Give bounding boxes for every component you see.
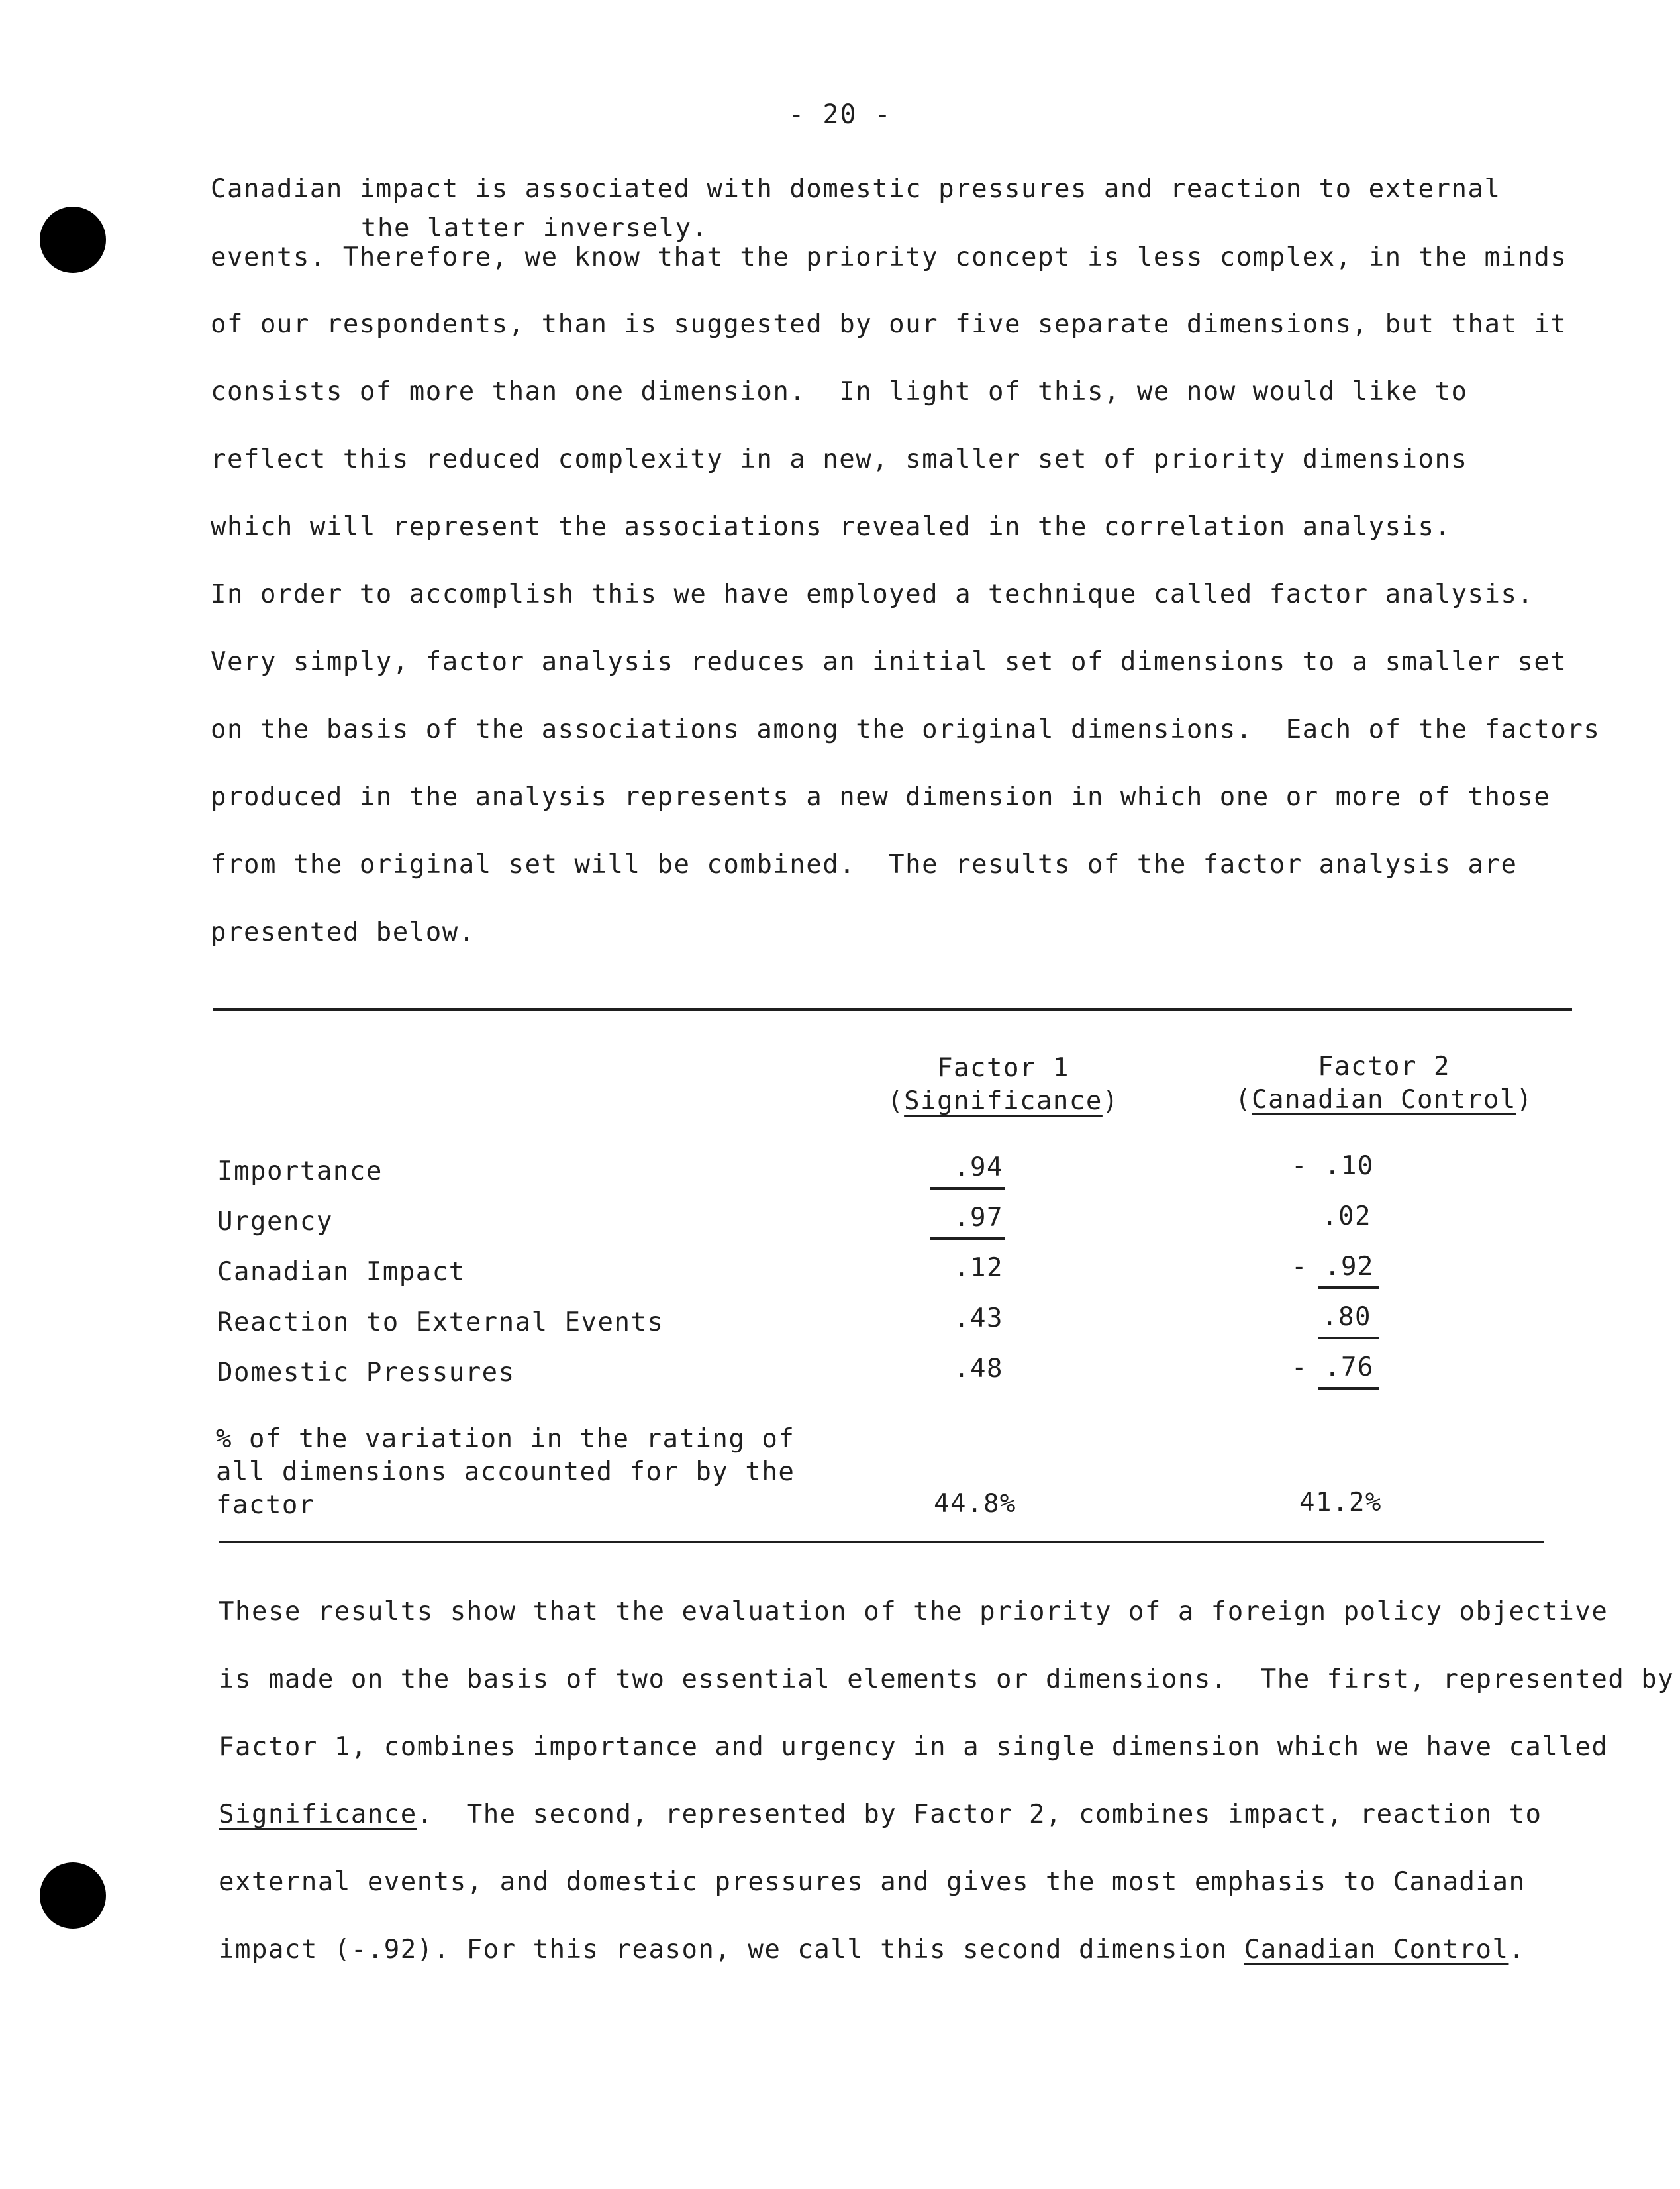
- significance-period: .: [417, 1800, 434, 1829]
- factor2-value: - .10: [1291, 1151, 1374, 1181]
- table-top-rule: [213, 1008, 1572, 1011]
- factor2-value: .80: [1322, 1302, 1371, 1332]
- paragraph1-line: of our respondents, than is suggested by our five separate dimensions, but that it: [211, 309, 1567, 339]
- factor2-subheader: (Canadian Control): [1235, 1085, 1533, 1115]
- factor1-header: Factor 1: [937, 1053, 1069, 1083]
- table-row-label: Domestic Pressures: [217, 1358, 515, 1388]
- final-period: .: [1508, 1935, 1526, 1964]
- value-underline: [1318, 1286, 1379, 1289]
- factor2-value: .02: [1322, 1201, 1371, 1231]
- page-number: - 20 -: [788, 99, 892, 130]
- paragraph2-line: is made on the basis of two essential elements or dimensions. The first, represented by: [219, 1664, 1675, 1694]
- table-row-label: Importance: [217, 1156, 383, 1186]
- factor1-value: .48: [954, 1354, 1003, 1384]
- table-row-label: Canadian Impact: [217, 1257, 466, 1287]
- factor1-subheader: (Significance): [887, 1086, 1119, 1116]
- value-underline: [1318, 1337, 1379, 1339]
- significance-term: Significance: [219, 1800, 417, 1829]
- paragraph2-line-text: The second, represented by Factor 2, combines impact, reaction to: [466, 1800, 1542, 1829]
- paragraph1-line: which will represent the associations revealed in the correlation analysis.: [211, 512, 1452, 542]
- paragraph2-line: These results show that the evaluation of the priority of a foreign policy objective: [219, 1597, 1608, 1627]
- canadian-control-term: Canadian Control: [1244, 1935, 1509, 1964]
- paragraph1-line: Canadian impact is associated with domestic pressures and reaction to external: [211, 174, 1501, 204]
- paragraph1-line: presented below.: [211, 917, 475, 947]
- factor2-variation: 41.2%: [1299, 1488, 1382, 1517]
- variation-label-line: factor: [216, 1490, 315, 1520]
- variation-label-line: all dimensions accounted for by the: [216, 1457, 795, 1487]
- paragraph2-line: [219, 1799, 1542, 1831]
- value-underline: [930, 1237, 1005, 1240]
- factor1-value: .43: [954, 1303, 1003, 1333]
- value-underline: [1318, 1387, 1379, 1390]
- factor1-subheader-text: Significance: [904, 1086, 1103, 1116]
- factor1-variation: 44.8%: [934, 1489, 1016, 1519]
- punch-hole-top: [40, 207, 106, 273]
- paragraph1-line: produced in the analysis represents a new dimension in which one or more of those: [211, 782, 1551, 812]
- table-row-label: Urgency: [217, 1207, 333, 1237]
- paragraph2-line-text: impact (-.92). For this reason, we call this second dimension: [219, 1935, 1228, 1964]
- paragraph1-line: consists of more than one dimension. In light of this, we now would like to: [211, 377, 1468, 407]
- paragraph2-line: external events, and domestic pressures and gives the most emphasis to Canadian: [219, 1867, 1526, 1897]
- factor2-value: - .76: [1291, 1352, 1374, 1382]
- paragraph1-line: reflect this reduced complexity in a new, smaller set of priority dimensions: [211, 444, 1468, 474]
- paragraph2-line: Factor 1, combines importance and urgency in a single dimension which we have called: [219, 1732, 1608, 1762]
- paragraph1-line: on the basis of the associations among the original dimensions. Each of the factors: [211, 715, 1601, 744]
- table-bottom-rule: [219, 1541, 1544, 1543]
- factor1-value: .94: [954, 1152, 1003, 1182]
- paragraph1-line: from the original set will be combined. The results of the factor analysis are: [211, 850, 1518, 880]
- factor2-header: Factor 2: [1318, 1052, 1450, 1082]
- factor1-value: .97: [954, 1203, 1003, 1233]
- value-underline: [930, 1187, 1005, 1190]
- factor2-value: - .92: [1291, 1252, 1374, 1282]
- factor1-value: .12: [954, 1253, 1003, 1283]
- line-spacer: [1228, 1935, 1244, 1964]
- paragraph2-line: [219, 1934, 1525, 1966]
- paragraph1-line: In order to accomplish this we have employed a technique called factor analysis.: [211, 580, 1534, 609]
- line-spacer: [434, 1800, 467, 1829]
- paragraph1-line: Very simply, factor analysis reduces an initial set of dimensions to a smaller set: [211, 647, 1567, 677]
- variation-label-line: % of the variation in the rating of: [216, 1424, 795, 1454]
- paragraph1-line: events. Therefore, we know that the priority concept is less complex, in the minds: [211, 242, 1567, 272]
- handwritten-insertion: the latter inversely.: [361, 213, 709, 243]
- factor2-subheader-text: Canadian Control: [1252, 1085, 1516, 1115]
- punch-hole-bottom: [40, 1862, 106, 1929]
- table-row-label: Reaction to External Events: [217, 1307, 664, 1337]
